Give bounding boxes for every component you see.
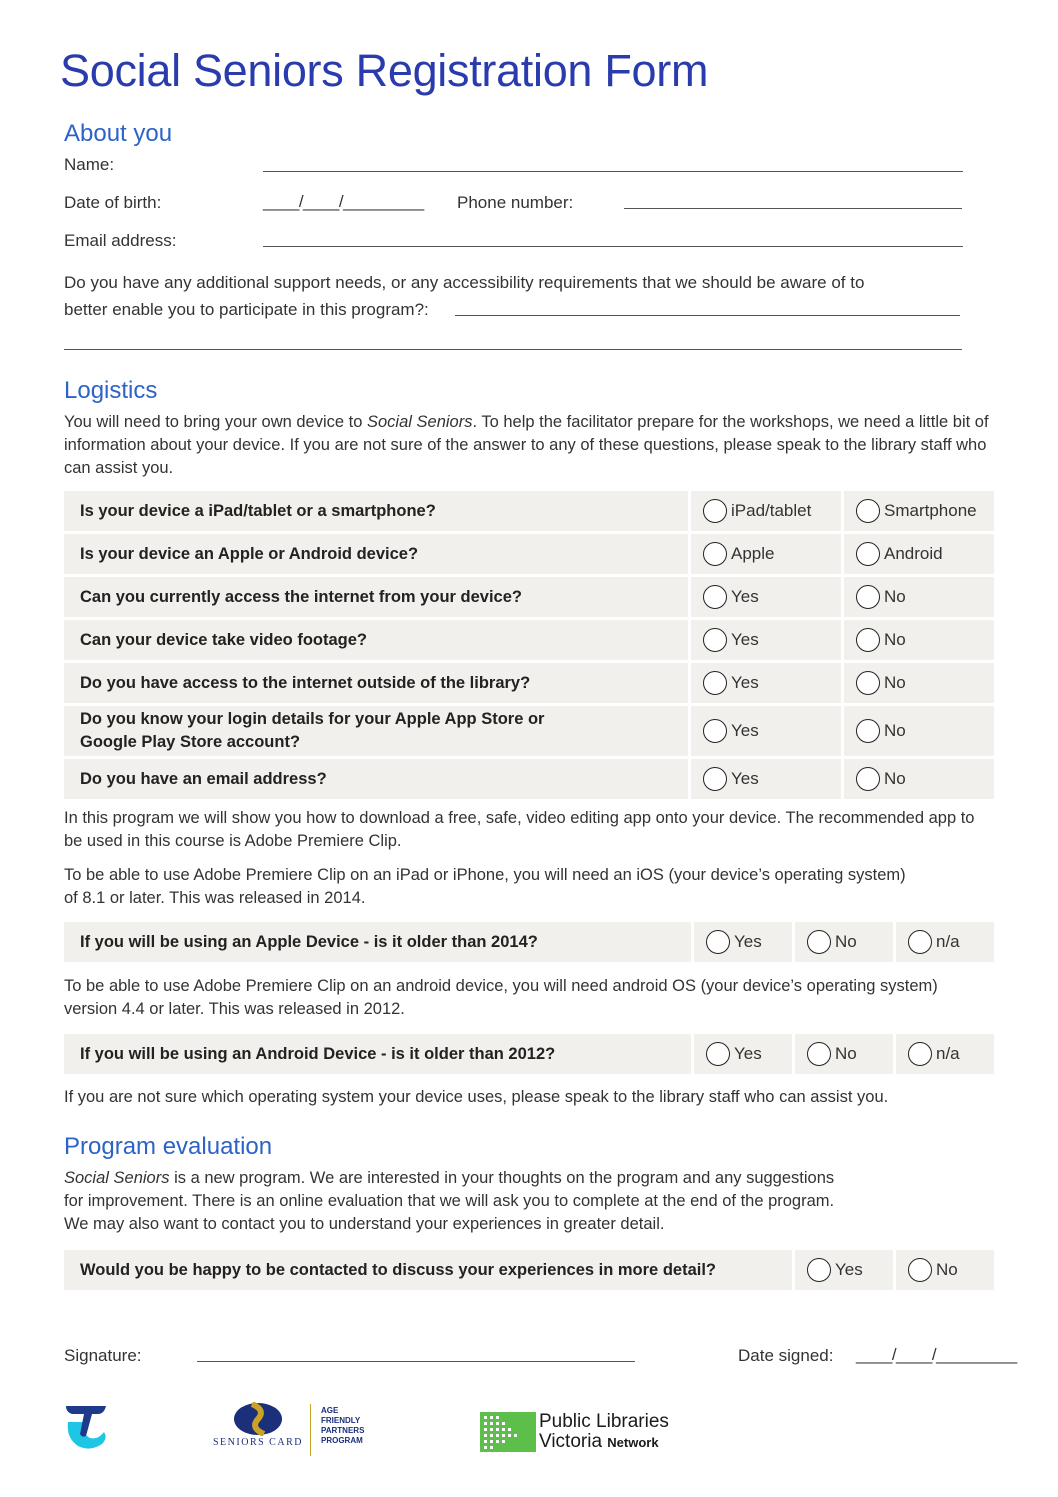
option-apple[interactable]: Apple [691,534,841,574]
option-yes[interactable]: Yes [691,620,841,660]
signature-label: Signature: [64,1346,142,1365]
device-questions-table [64,491,994,802]
question-row [64,1034,994,1074]
option-no[interactable]: No [844,620,994,660]
question-text: Is your device an Apple or Android device? [64,534,688,574]
date-signed-label: Date signed: [738,1346,834,1365]
radio-circle-icon[interactable] [856,628,880,652]
question-row [64,620,994,660]
date-signed-field[interactable]: ____/____/_________ [856,1345,1017,1364]
email-label: Email address: [64,231,177,250]
contact-table [64,1250,994,1293]
signature-field[interactable] [197,1361,635,1362]
telstra-logo [62,1402,108,1452]
option-ipad-tablet[interactable]: iPad/tablet [691,491,841,531]
option-yes[interactable]: Yes [694,1034,792,1074]
option-na[interactable]: n/a [896,922,994,962]
radio-circle-icon[interactable] [807,1258,831,1282]
option-android[interactable]: Android [844,534,994,574]
radio-circle-icon[interactable] [856,585,880,609]
option-no[interactable]: No [844,759,994,799]
name-field[interactable] [263,171,963,172]
option-yes[interactable]: Yes [691,706,841,756]
evaluation-intro: Social Seniors is a new program. We are interested in your thoughts on the program and any suggestions for improvement. There is an online evaluation that we will ask you to complete at the end of the program. We may also want to contact you to understand your experiences in greater detail. [64,1169,835,1233]
option-no[interactable]: No [844,706,994,756]
phone-field[interactable] [624,208,962,209]
option-yes[interactable]: Yes [691,577,841,617]
question-row [64,759,994,799]
support-field-extra[interactable] [64,349,962,350]
radio-circle-icon[interactable] [703,671,727,695]
question-row [64,577,994,617]
question-text: Is your device a iPad/tablet or a smartphone? [64,491,688,531]
age-friendly-text: AGE FRIENDLY PARTNERS PROGRAM [321,1406,365,1445]
question-row [64,491,994,531]
radio-circle-icon[interactable] [703,719,727,743]
apple-age-table [64,922,994,965]
question-text: Do you know your login details for your Apple App Store or Google Play Store account? [64,706,688,756]
radio-circle-icon[interactable] [703,542,727,566]
question-text: Can you currently access the internet from your device? [64,577,688,617]
radio-circle-icon[interactable] [908,1042,932,1066]
question-text: Would you be happy to be contacted to discuss your experiences in more detail? [64,1250,792,1290]
question-row [64,1250,994,1290]
radio-circle-icon[interactable] [856,499,880,523]
option-no[interactable]: No [795,922,893,962]
radio-circle-icon[interactable] [703,767,727,791]
question-text: Do you have access to the internet outside of the library? [64,663,688,703]
logistics-intro: You will need to bring your own device to Social Seniors. To help the facilitator prepare for the workshops, we need a little bit of information about your device. If you are not sure of the answer to any of these questions, please speak to the library staff who can assist you. [64,413,989,477]
logo-divider [310,1404,311,1456]
radio-circle-icon[interactable] [856,542,880,566]
support-question-line2: better enable you to participate in this program?: [64,300,429,319]
radio-circle-icon[interactable] [706,930,730,954]
radio-circle-icon[interactable] [703,499,727,523]
radio-circle-icon[interactable] [856,767,880,791]
section-heading-logistics: Logistics [64,377,158,404]
dob-field[interactable]: ____/____/_________ [263,192,424,211]
android-age-table [64,1034,994,1077]
question-text: Can your device take video footage? [64,620,688,660]
option-no[interactable]: No [844,577,994,617]
option-yes[interactable]: Yes [795,1250,893,1290]
question-text: If you will be using an Android Device - is it older than 2012? [64,1034,691,1074]
footer-logos [0,1402,1058,1462]
radio-circle-icon[interactable] [908,930,932,954]
option-yes[interactable]: Yes [694,922,792,962]
option-no[interactable]: No [795,1034,893,1074]
ios-requirement: To be able to use Adobe Premiere Clip on an iPad or iPhone, you will need an iOS (your device’s operating system) of 8.1 or later. This was released in 2014. [64,866,906,907]
support-question-line1: Do you have any additional support needs, or any accessibility requirements that we should be aware of to [64,273,865,292]
question-row [64,663,994,703]
radio-circle-icon[interactable] [856,671,880,695]
plv-logo-text: Public Libraries Victoria Network [539,1411,669,1452]
os-help-note: If you are not sure which operating system your device uses, please speak to the library staff who can assist you. [64,1088,889,1106]
question-row [64,922,994,962]
section-heading-evaluation: Program evaluation [64,1133,273,1160]
page-title: Social Seniors Registration Form [60,45,709,96]
radio-circle-icon[interactable] [807,1042,831,1066]
name-label: Name: [64,155,115,174]
radio-circle-icon[interactable] [856,719,880,743]
android-requirement: To be able to use Adobe Premiere Clip on an android device, you will need android OS (your device’s operating system) version 4.4 or later. This was released in 2012. [64,977,938,1018]
question-text: Do you have an email address? [64,759,688,799]
option-no[interactable]: No [896,1250,994,1290]
question-row [64,534,994,574]
option-smartphone[interactable]: Smartphone [844,491,994,531]
premiere-clip-info: In this program we will show you how to download a free, safe, video editing app onto your device. The recommended app to be used in this course is Adobe Premiere Clip. [64,809,975,850]
plv-logo-icon [480,1412,536,1452]
option-no[interactable]: No [844,663,994,703]
radio-circle-icon[interactable] [908,1258,932,1282]
option-yes[interactable]: Yes [691,663,841,703]
seniors-card-emblem [230,1402,286,1436]
section-heading-about: About you [64,120,173,147]
radio-circle-icon[interactable] [703,628,727,652]
question-text: If you will be using an Apple Device - is it older than 2014? [64,922,691,962]
radio-circle-icon[interactable] [703,585,727,609]
radio-circle-icon[interactable] [807,930,831,954]
support-field[interactable] [455,315,960,316]
radio-circle-icon[interactable] [706,1042,730,1066]
phone-label: Phone number: [457,193,574,212]
dob-label: Date of birth: [64,193,162,212]
question-row [64,706,994,756]
seniors-card-text: SENIORS CARD [213,1437,303,1448]
option-na[interactable]: n/a [896,1034,994,1074]
email-field[interactable] [263,246,963,247]
option-yes[interactable]: Yes [691,759,841,799]
